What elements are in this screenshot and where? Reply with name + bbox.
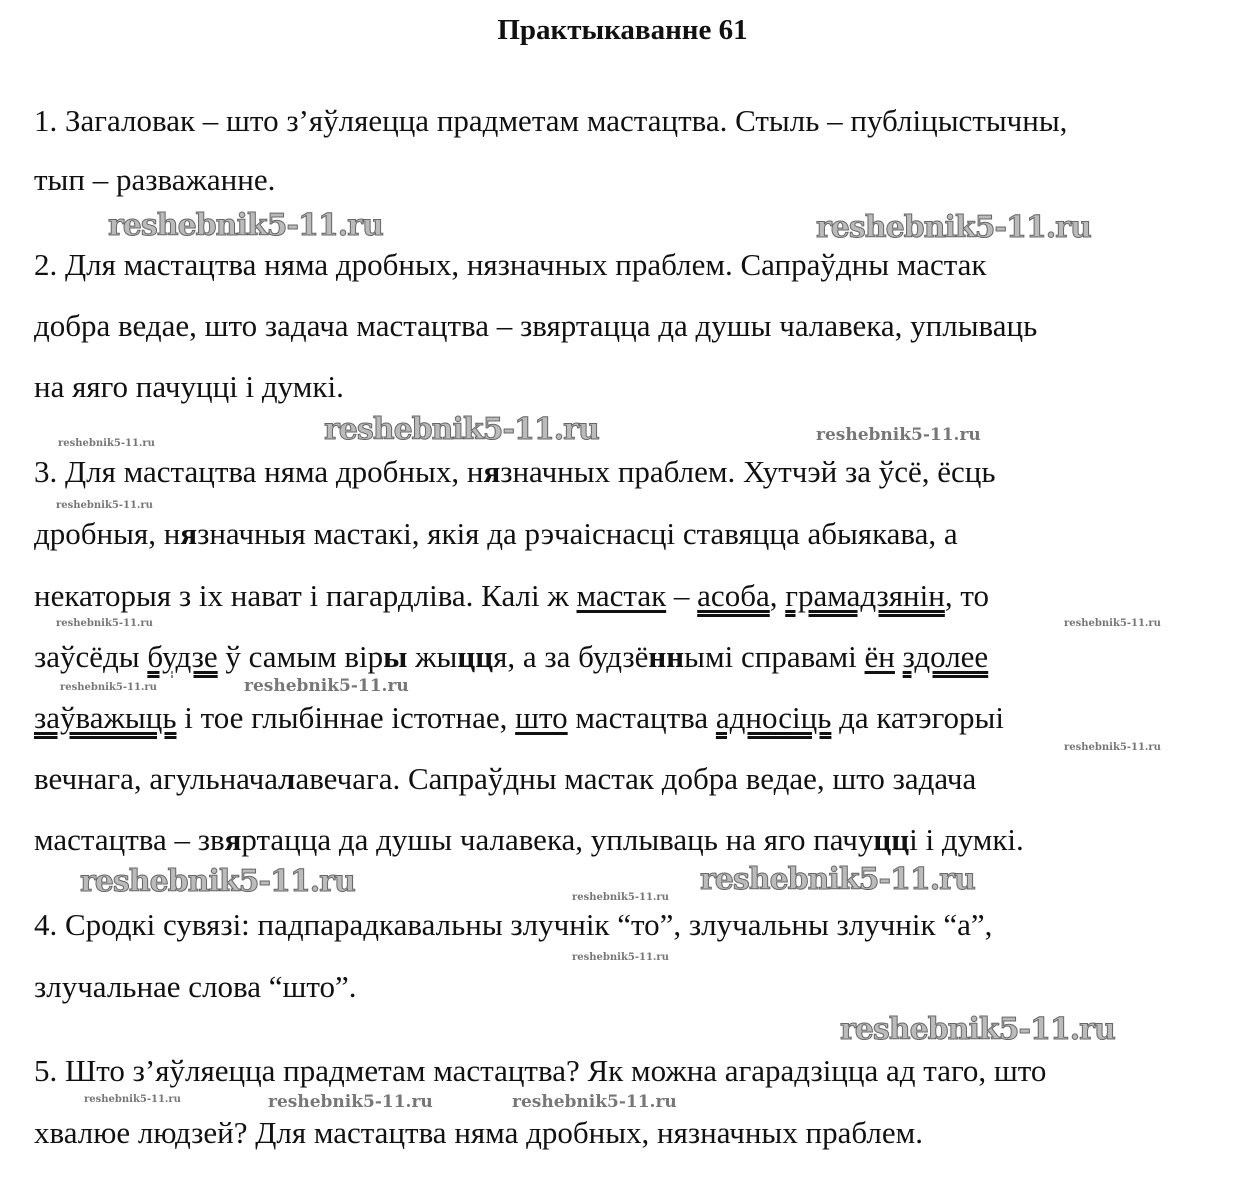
text-segment: 3. Для мастацтва няма дробных, н xyxy=(34,454,484,489)
watermark: reshebnik5-11.ru xyxy=(60,682,157,693)
underlined-word: ён xyxy=(864,639,895,674)
text-segment: , то xyxy=(944,578,989,613)
text-segment: добра ведае, што задача мастацтва – звяртацца да душы чалавека, уплываць xyxy=(34,308,1038,343)
text-segment: злучальнае слова “што”. xyxy=(34,969,357,1004)
page-title: Практыкаванне 61 xyxy=(497,14,748,46)
text-segment: – xyxy=(666,578,698,613)
text-segment: заўсёды xyxy=(34,639,148,674)
watermark: reshebnik5-11.ru xyxy=(1064,742,1161,753)
watermark: reshebnik5-11.ru xyxy=(56,500,153,511)
bold-letters: л xyxy=(278,761,296,796)
text-segment: на яяго пачуцці і думкі. xyxy=(34,369,344,404)
text-line xyxy=(34,1054,1046,1088)
watermark: reshebnik5-11.ru xyxy=(244,676,409,696)
bold-letters: цц xyxy=(873,822,910,857)
text-segment: ў самым вір xyxy=(217,639,384,674)
text-line xyxy=(34,248,986,282)
text-line xyxy=(34,970,357,1004)
watermark: reshebnik5-11.ru xyxy=(108,208,383,243)
text-line xyxy=(34,579,989,613)
text-line xyxy=(34,762,976,796)
text-line xyxy=(34,1116,923,1150)
text-segment: 1. Загаловак – што з’яўляецца прадметам мастацтва. Стыль – публіцыстычны, xyxy=(34,103,1068,138)
watermark: reshebnik5-11.ru xyxy=(700,862,975,897)
watermark: reshebnik5-11.ru xyxy=(1064,618,1161,629)
text-segment: хвалюе людзей? Для мастацтва няма дробных, нязначных праблем. xyxy=(34,1115,923,1150)
text-line xyxy=(34,908,992,942)
bold-letters: ы xyxy=(383,639,408,674)
watermark: reshebnik5-11.ru xyxy=(324,412,599,447)
text-segment: , xyxy=(769,578,786,613)
text-segment xyxy=(895,639,903,674)
underlined-word: асоба xyxy=(697,578,770,613)
text-line xyxy=(34,640,988,674)
watermark: reshebnik5-11.ru xyxy=(80,864,355,899)
text-segment: вечнага, агульнача xyxy=(34,761,279,796)
text-line xyxy=(34,517,958,551)
underlined-word: грамадзянін xyxy=(785,578,945,613)
watermark: reshebnik5-11.ru xyxy=(58,438,155,449)
text-segment: і і думкі. xyxy=(909,822,1024,857)
watermark: reshebnik5-11.ru xyxy=(816,425,981,445)
text-segment: мастацтва xyxy=(567,700,716,735)
text-segment: 4. Сродкі сувязі: падпарадкавальны злучнік “то”, злучальны злучнік “а”, xyxy=(34,907,993,942)
text-segment: значных праблем. Хутчэй за ўсё, ёсць xyxy=(500,454,996,489)
underlined-word: мастак xyxy=(576,578,667,613)
text-segment: авечага. Сапраўдны мастак добра ведае, што задача xyxy=(295,761,977,796)
text-segment: тып – разважанне. xyxy=(34,162,276,197)
text-segment: значныя мастакі, якія да рэчаіснасці ставяцца абыякава, а xyxy=(197,516,958,551)
bold-letters: я xyxy=(224,822,242,857)
underlined-word: адносіць xyxy=(715,700,832,735)
text-line xyxy=(34,823,1024,857)
text-segment: дробныя, н xyxy=(34,516,181,551)
text-line xyxy=(34,455,996,489)
bold-letters: нн xyxy=(648,639,685,674)
text-segment: 2. Для мастацтва няма дробных, нязначных праблем. Сапраўдны мастак xyxy=(34,247,987,282)
bold-letters: я xyxy=(483,454,501,489)
text-segment: жы xyxy=(407,639,458,674)
text-segment: ртацца да душы чалавека, уплываць на яго пачу xyxy=(241,822,874,857)
text-line xyxy=(34,104,1067,138)
text-segment: я, а за будзё xyxy=(493,639,649,674)
watermark: reshebnik5-11.ru xyxy=(268,1092,433,1112)
text-segment: 5. Што з’яўляецца прадметам мастацтва? Як можна агарадзіцца ад таго, што xyxy=(34,1053,1047,1088)
text-segment: некаторыя з іх нават і пагардліва. Калі ж xyxy=(34,578,577,613)
underlined-word: будзе xyxy=(147,639,218,674)
text-segment: да катэгорыі xyxy=(831,700,1004,735)
text-line xyxy=(34,163,275,197)
underlined-word: заўважыць xyxy=(34,700,177,735)
bold-letters: я xyxy=(180,516,198,551)
underlined-word: здолее xyxy=(902,639,989,674)
text-line xyxy=(34,309,1037,343)
watermark: reshebnik5-11.ru xyxy=(816,210,1091,245)
watermark: reshebnik5-11.ru xyxy=(512,1092,677,1112)
watermark: reshebnik5-11.ru xyxy=(840,1012,1115,1047)
watermark: reshebnik5-11.ru xyxy=(572,892,669,903)
watermark: reshebnik5-11.ru xyxy=(84,1094,181,1105)
text-line xyxy=(34,701,1004,735)
watermark: reshebnik5-11.ru xyxy=(56,618,153,629)
bold-letters: цц xyxy=(457,639,494,674)
text-segment: мастацтва – зв xyxy=(34,822,225,857)
text-line xyxy=(34,370,344,404)
watermark: reshebnik5-11.ru xyxy=(572,952,669,963)
underlined-word: што xyxy=(515,700,568,735)
text-segment: і тое глыбіннае істотнае, xyxy=(176,700,516,735)
text-segment: ымі справамі xyxy=(684,639,865,674)
